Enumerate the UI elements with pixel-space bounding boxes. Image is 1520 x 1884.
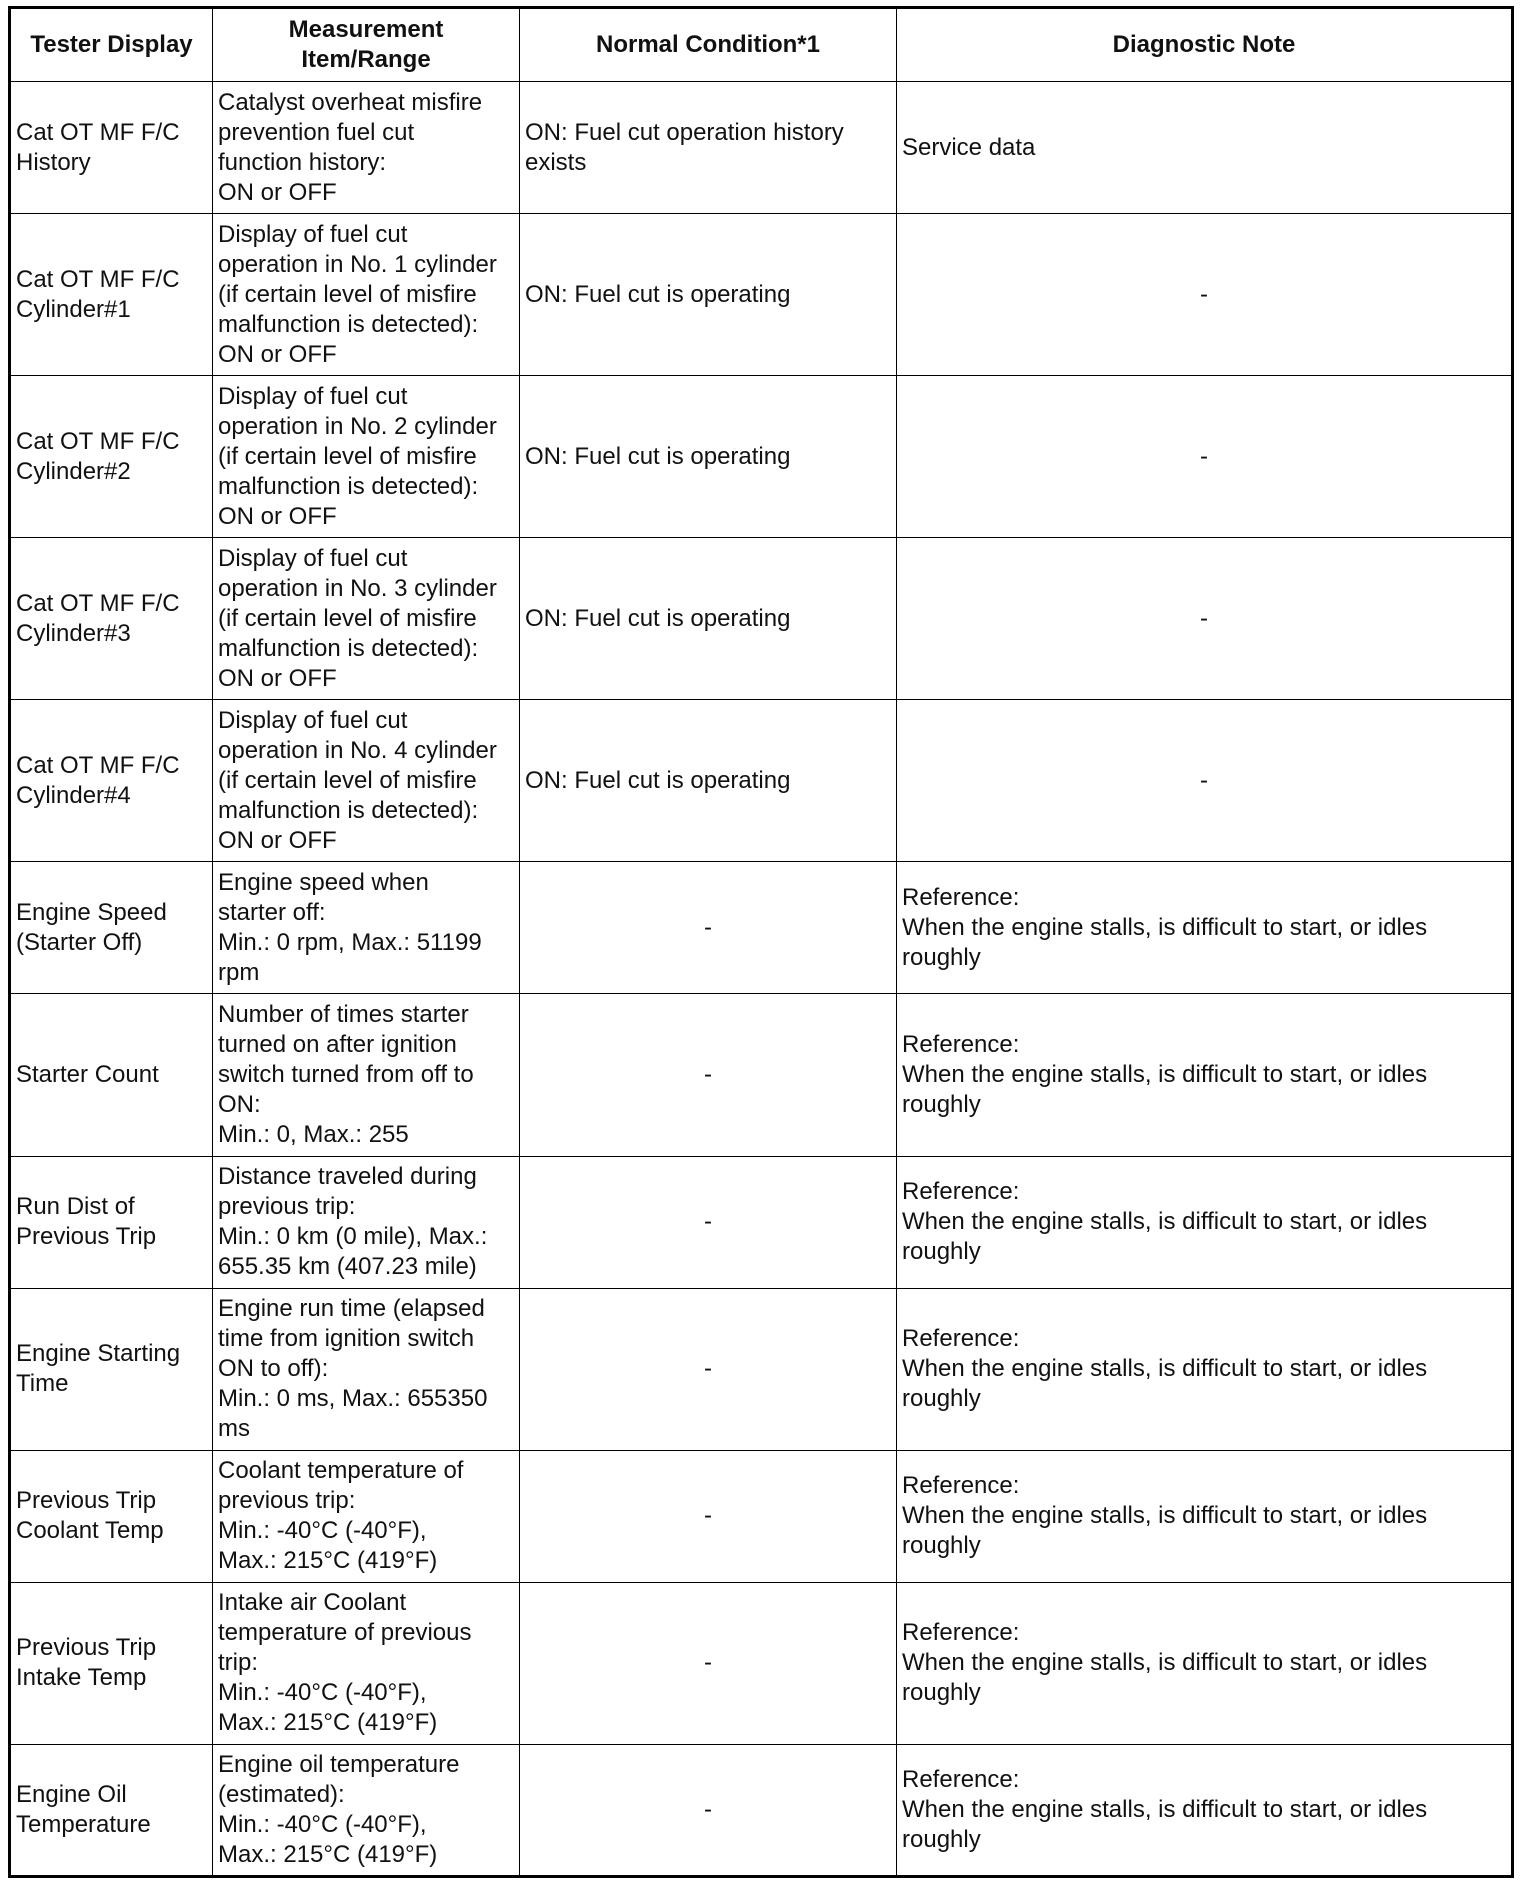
tester-display-cell: Cat OT MF F/C Cylinder#4 [10,700,213,862]
header-measurement-item-range: Measurement Item/Range [213,8,520,82]
tester-display-cell: Run Dist of Previous Trip [10,1156,213,1288]
measurement-range-cell: Display of fuel cut operation in No. 3 cylinder (if certain level of misfire malfunction is detected): ON or OFF [213,538,520,700]
diagnostic-note-cell: - [897,700,1513,862]
measurement-range-cell: Engine oil temperature (estimated): Min.: -40°C (-40°F), Max.: 215°C (419°F) [213,1744,520,1876]
table-row [10,82,1513,214]
diagnostic-note-cell: - [897,538,1513,700]
table-row [10,1450,1513,1582]
diagnostic-note-cell: - [897,376,1513,538]
tester-display-cell: Engine Starting Time [10,1288,213,1450]
diagnostic-note-cell: Reference: When the engine stalls, is difficult to start, or idles roughly [897,1156,1513,1288]
diagnostic-note-cell: - [897,214,1513,376]
measurement-range-cell: Engine run time (elapsed time from ignition switch ON to off): Min.: 0 ms, Max.: 655350 ms [213,1288,520,1450]
measurement-range-cell: Coolant temperature of previous trip: Min.: -40°C (-40°F), Max.: 215°C (419°F) [213,1450,520,1582]
header-tester-display: Tester Display [10,8,213,82]
table-row [10,538,1513,700]
tester-display-cell: Starter Count [10,994,213,1156]
table-row [10,994,1513,1156]
table-row [10,1288,1513,1450]
header-diagnostic-note: Diagnostic Note [897,8,1513,82]
normal-condition-cell: ON: Fuel cut is operating [520,538,897,700]
measurement-range-cell: Intake air Coolant temperature of previous trip: Min.: -40°C (-40°F), Max.: 215°C (419°F) [213,1582,520,1744]
diagnostic-note-cell: Reference: When the engine stalls, is difficult to start, or idles roughly [897,862,1513,994]
diagnostic-data-table [8,6,1514,1878]
measurement-range-cell: Display of fuel cut operation in No. 2 cylinder (if certain level of misfire malfunction is detected): ON or OFF [213,376,520,538]
table-header-row [10,8,1513,82]
measurement-range-cell: Catalyst overheat misfire prevention fuel cut function history: ON or OFF [213,82,520,214]
normal-condition-cell: ON: Fuel cut is operating [520,214,897,376]
normal-condition-cell: ON: Fuel cut is operating [520,376,897,538]
table-row [10,1582,1513,1744]
tester-display-cell: Cat OT MF F/C Cylinder#2 [10,376,213,538]
normal-condition-cell: - [520,862,897,994]
normal-condition-cell: - [520,1450,897,1582]
table-row [10,214,1513,376]
header-normal-condition: Normal Condition*1 [520,8,897,82]
measurement-range-cell: Display of fuel cut operation in No. 4 cylinder (if certain level of misfire malfunction is detected): ON or OFF [213,700,520,862]
measurement-range-cell: Distance traveled during previous trip: Min.: 0 km (0 mile), Max.: 655.35 km (407.23 mile) [213,1156,520,1288]
diagnostic-note-cell: Service data [897,82,1513,214]
measurement-range-cell: Engine speed when starter off: Min.: 0 rpm, Max.: 51199 rpm [213,862,520,994]
tester-display-cell: Engine Oil Temperature [10,1744,213,1876]
normal-condition-cell: - [520,1744,897,1876]
normal-condition-cell: ON: Fuel cut operation history exists [520,82,897,214]
tester-display-cell: Cat OT MF F/C Cylinder#3 [10,538,213,700]
diagnostic-note-cell: Reference: When the engine stalls, is difficult to start, or idles roughly [897,1450,1513,1582]
normal-condition-cell: - [520,994,897,1156]
normal-condition-cell: - [520,1156,897,1288]
table-row [10,376,1513,538]
diagnostic-note-cell: Reference: When the engine stalls, is difficult to start, or idles roughly [897,1582,1513,1744]
tester-display-cell: Engine Speed (Starter Off) [10,862,213,994]
tester-display-cell: Previous Trip Coolant Temp [10,1450,213,1582]
tester-display-cell: Cat OT MF F/C History [10,82,213,214]
measurement-range-cell: Display of fuel cut operation in No. 1 cylinder (if certain level of misfire malfunction is detected): ON or OFF [213,214,520,376]
diagnostic-note-cell: Reference: When the engine stalls, is difficult to start, or idles roughly [897,1288,1513,1450]
normal-condition-cell: - [520,1288,897,1450]
diagnostic-note-cell: Reference: When the engine stalls, is difficult to start, or idles roughly [897,994,1513,1156]
measurement-range-cell: Number of times starter turned on after ignition switch turned from off to ON: Min.: 0, Max.: 255 [213,994,520,1156]
table-row [10,700,1513,862]
normal-condition-cell: - [520,1582,897,1744]
tester-display-cell: Cat OT MF F/C Cylinder#1 [10,214,213,376]
table-body [10,82,1513,1877]
diagnostic-note-cell: Reference: When the engine stalls, is difficult to start, or idles roughly [897,1744,1513,1876]
table-row [10,1744,1513,1876]
table-row [10,862,1513,994]
table-row [10,1156,1513,1288]
normal-condition-cell: ON: Fuel cut is operating [520,700,897,862]
tester-display-cell: Previous Trip Intake Temp [10,1582,213,1744]
